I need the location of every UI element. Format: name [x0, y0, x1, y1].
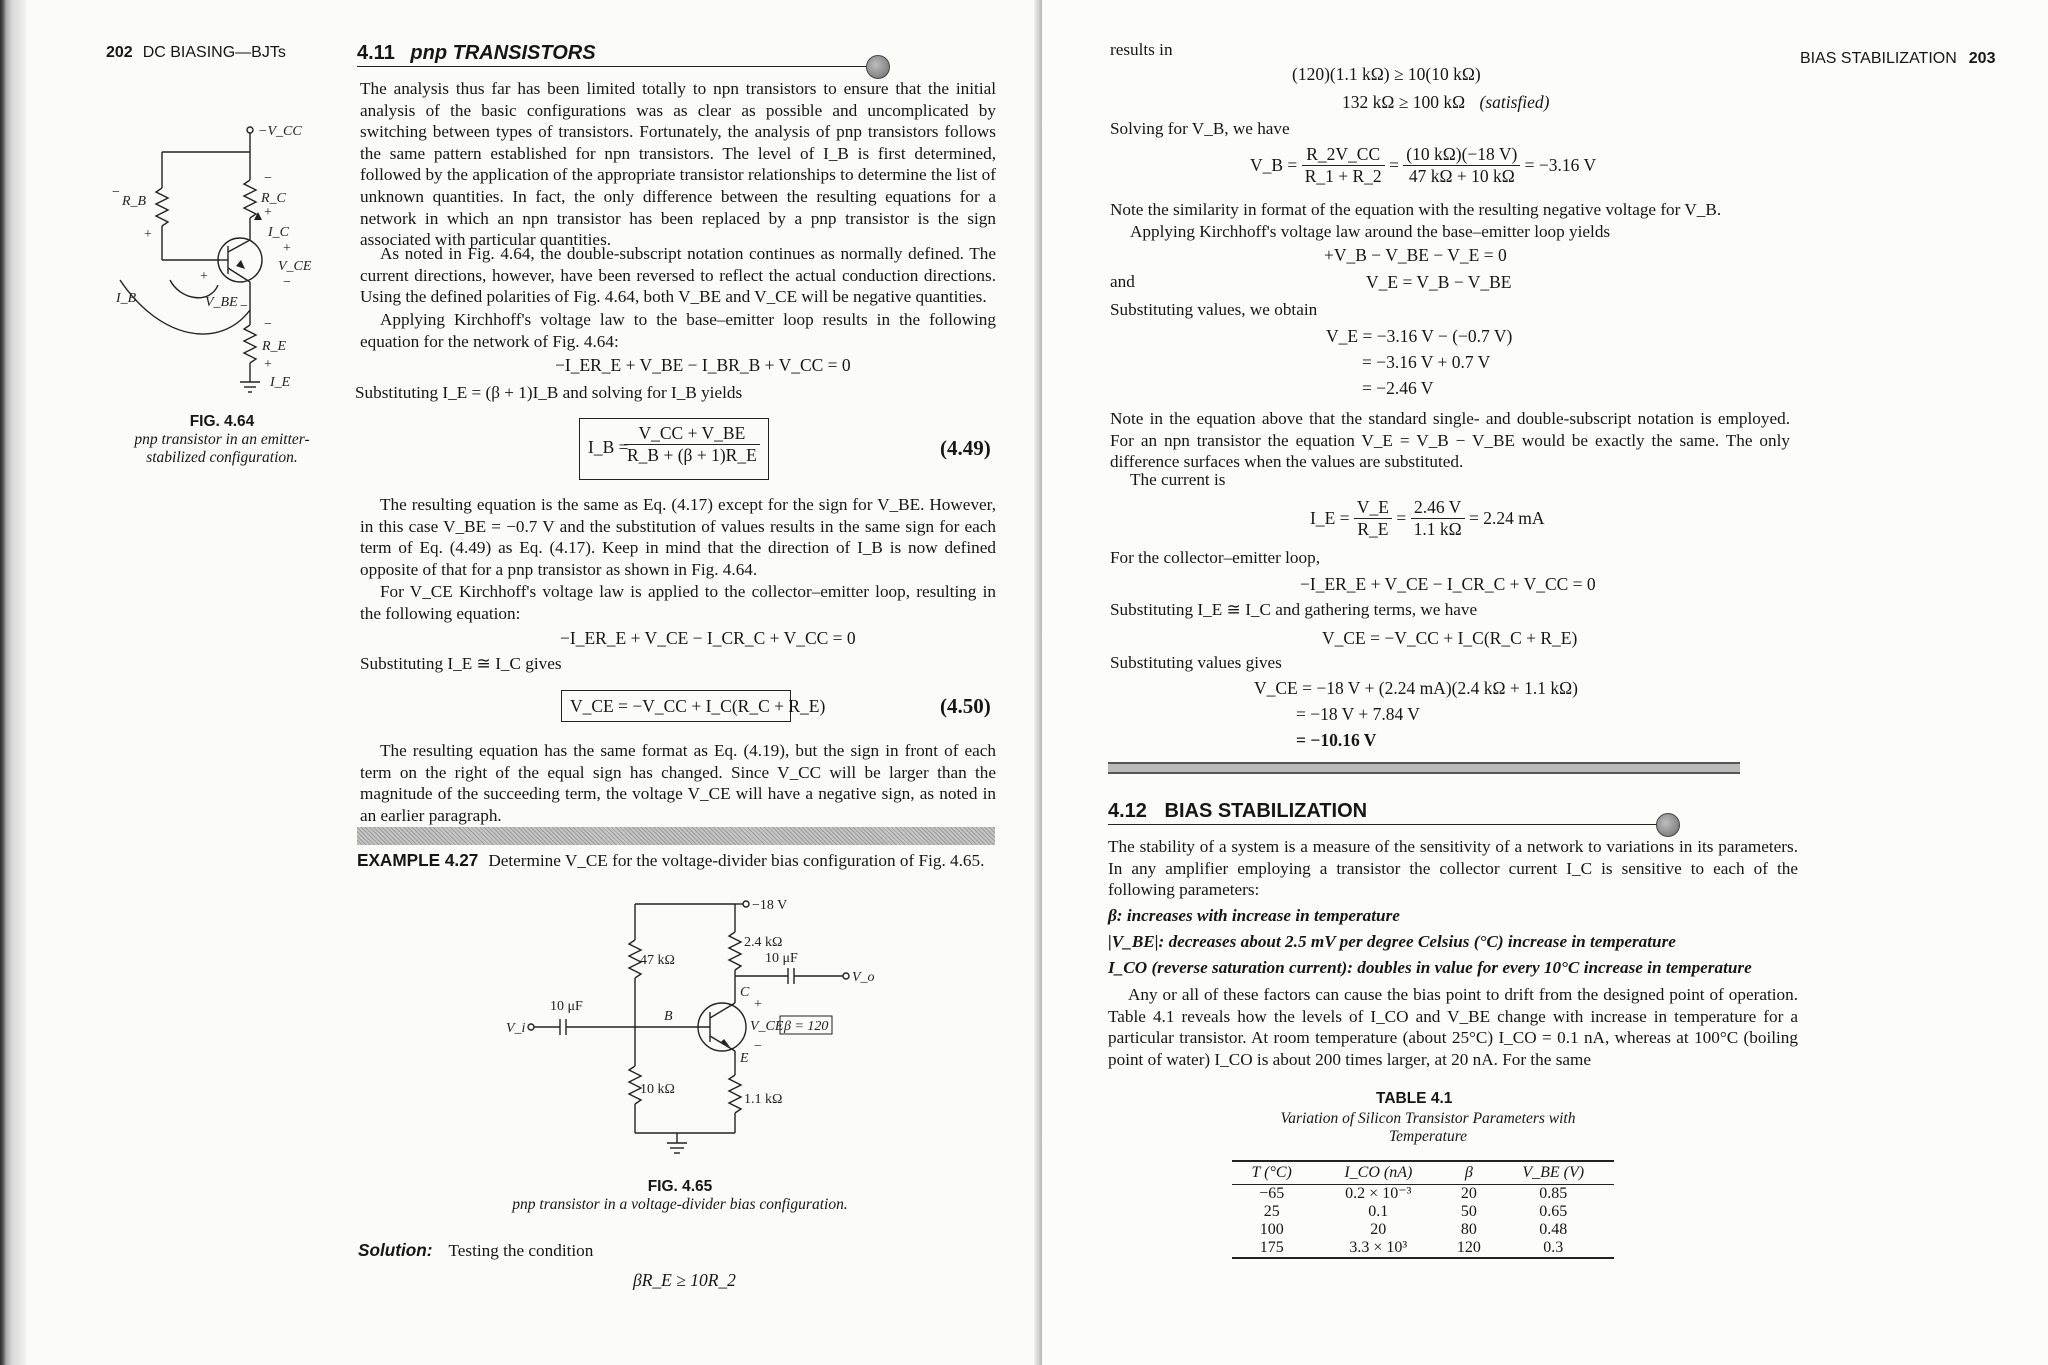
paragraph-substituting-ie: Substituting I_E = (β + 1)I_B and solving for I_B yields	[355, 383, 743, 402]
fig465-label-vce: V_CE	[750, 1019, 784, 1034]
paragraph-resulting-format: The resulting equation has the same format as Eq. (4.19), but the sign in front of each term on the right of the equal sign has changed. Since V_CC will be larger than the magnitude of the succeeding term, the voltage V_CE will have a negative sign, as noted in an earlier paragraph.	[360, 741, 996, 825]
svg-text:+: +	[200, 269, 208, 284]
fig464-label-rb: R_B	[122, 194, 147, 209]
subst-values-text: Substituting values gives	[1110, 653, 1282, 672]
fig464-label-vbe: V_BE	[205, 295, 238, 310]
svg-text:+: +	[283, 241, 291, 256]
equation-ve-line-1: V_E = −3.16 V − (−0.7 V)	[1326, 326, 1513, 346]
figure-4-64-description: pnp transistor in an emitter-stabilized configuration.	[134, 431, 310, 466]
solution-text: Testing the condition	[448, 1241, 594, 1260]
current-is-text: The current is	[1130, 470, 1226, 489]
section-4-12-number: 4.12	[1108, 800, 1147, 822]
paragraph-note-notation: Note in the equation above that the standard single- and double-subscript notation is employed. For an npn transistor the equation V_E = V_B − V_BE would be exactly the same. The only difference surfaces when the values are substituted.	[1110, 409, 1790, 472]
table-row	[1232, 1185, 1614, 1204]
table-cell: 0.2 × 10⁻³	[1345, 1185, 1412, 1202]
svg-text:+: +	[144, 227, 152, 242]
fig464-label-ie: I_E	[270, 375, 291, 390]
table-cell: 0.48	[1539, 1221, 1568, 1238]
section-divider-bar	[1108, 762, 1740, 774]
svg-text:+: +	[264, 357, 272, 372]
figure-4-65-schematic	[480, 890, 880, 1170]
equation-kvl-ce: −I_ER_E + V_CE − I_CR_C + V_CC = 0	[560, 628, 856, 648]
table-row	[1232, 1239, 1614, 1258]
equation-vce-line-2: = −18 V + 7.84 V	[1296, 704, 1420, 724]
equation-kvl-vb: +V_B − V_BE − V_E = 0	[1324, 245, 1507, 265]
fig465-label-c: C	[740, 985, 750, 1000]
running-head-right-title: BIAS STABILIZATION	[1800, 50, 1957, 67]
example-text: Determine V_CE for the voltage-divider bias configuration of Fig. 4.65.	[488, 851, 985, 870]
equation-vce-line-3: = −10.16 V	[1296, 730, 1377, 750]
equation-kvl-ce-right: −I_ER_E + V_CE − I_CR_C + V_CC = 0	[1300, 574, 1596, 594]
section-heading-4-12	[1108, 800, 1367, 823]
table-cell: 0.85	[1539, 1185, 1568, 1202]
table-cell: 50	[1460, 1203, 1477, 1220]
vb-frac1-num: R_2V_CC	[1302, 144, 1385, 166]
fig465-label-rc: 2.4 kΩ	[744, 935, 783, 950]
ce-loop-text: For the collector–emitter loop,	[1110, 548, 1321, 567]
table-cell: 0.1	[1368, 1203, 1389, 1220]
fig465-label-r1: 47 kΩ	[640, 953, 675, 968]
ie-frac2-num: 2.46 V	[1411, 497, 1465, 519]
table-header-ico: I_CO (nA)	[1311, 1161, 1445, 1185]
ie-frac2-den: 1.1 kΩ	[1413, 519, 1462, 539]
table-cell: 25	[1263, 1203, 1280, 1220]
paragraph-substituting-ic: Substituting I_E ≅ I_C gives	[360, 654, 562, 673]
figure-4-64-caption	[106, 413, 338, 467]
fig465-label-r2: 10 kΩ	[640, 1082, 675, 1097]
paragraph-notation: As noted in Fig. 4.64, the double-subscript notation continues as normally defined. The current directions, however, have been reversed to reflect the actual conduction directions. Using the defined polarities of Fig. 4.64, both V_BE and V_CE will be negative quantities.	[360, 244, 996, 307]
fig465-label-c-in: 10 μF	[550, 999, 583, 1014]
section-disk-icon	[866, 55, 890, 79]
solution-line	[358, 1240, 593, 1261]
svg-text:+: +	[754, 997, 762, 1012]
fig465-label-vi: V_i	[506, 1021, 526, 1036]
solution-condition: βR_E ≥ 10R_2	[633, 1270, 736, 1290]
fig464-label-rc: R_C	[261, 191, 286, 206]
example-shade-bar	[357, 827, 995, 845]
table-cell: 3.3 × 10³	[1311, 1239, 1445, 1258]
fig465-label-re: 1.1 kΩ	[744, 1092, 783, 1107]
section-rule	[357, 66, 877, 67]
table-header-row	[1232, 1161, 1614, 1185]
section-number: 4.11	[357, 42, 395, 64]
and-text: and	[1110, 272, 1135, 291]
vb-frac2-den: 47 kΩ + 10 kΩ	[1408, 166, 1515, 186]
fig464-label-vce: V_CE	[278, 259, 312, 274]
equation-vce: V_CE = −V_CC + I_C(R_C + R_E)	[570, 696, 826, 716]
ie-result: = 2.24 mA	[1468, 508, 1545, 528]
equation-vce-line-1: V_CE = −18 V + (2.24 mA)(2.4 kΩ + 1.1 kΩ)	[1254, 678, 1578, 698]
equation-ie: I_E = $\frac{V\_E}{R\_E}$ = $\frac{2.46 V}{1.1 k\Omega}$ = 2.24 mA	[1310, 497, 1545, 539]
figure-4-64-label: FIG. 4.64	[189, 413, 255, 430]
paragraph-drift: Any or all of these factors can cause the bias point to drift from the designed point of operation. Table 4.1 reveals how the levels of I_CO and V_BE change with increase in temperature for a particular transistor. At room temperature (about 25°C) I_CO = 0.1 nA, whereas at 100°C (boiling point of water) I_CO is about 200 times larger, at 20 nA. For the same	[1108, 985, 1798, 1069]
ie-lhs: I_E =	[1310, 508, 1350, 528]
vb-lhs: V_B =	[1250, 155, 1298, 175]
equation-vce-general: V_CE = −V_CC + I_C(R_C + R_E)	[1322, 628, 1578, 648]
fig464-label-ic: I_C	[268, 225, 289, 240]
left-page-edge	[0, 0, 26, 1365]
solution-label: Solution:	[358, 1240, 433, 1260]
table-cell: 0.3	[1492, 1239, 1614, 1258]
equation-kvl-be: −I_ER_E + V_BE − I_BR_B + V_CC = 0	[555, 355, 851, 375]
ie-frac1-num: V_E	[1354, 497, 1392, 519]
equation-vb: V_B = $\frac{R\_2V\_CC}{R\_1 + R\_2}$ = $\frac{(10 k\Omega)(-18 V)}{47 k\Omega + 10 k\Omega}$ = −3.16 V	[1250, 144, 1597, 186]
equation-ve-line-3: = −2.46 V	[1362, 378, 1434, 398]
table-header-t: T (°C)	[1232, 1161, 1311, 1185]
table-4-1	[1232, 1160, 1614, 1259]
fig464-label-re: R_E	[262, 339, 287, 354]
table-cell: 80	[1460, 1221, 1477, 1238]
svg-text:−: −	[240, 299, 248, 314]
table-header-beta: β	[1445, 1161, 1492, 1185]
inequality-line-2	[1342, 92, 1550, 113]
section-4-12-rule	[1108, 824, 1668, 825]
section-4-12-title: BIAS STABILIZATION	[1164, 800, 1368, 822]
paragraph-stability: The stability of a system is a measure of the sensitivity of a network to variations in its parameters. In any amplifier employing a transistor the collector current I_C is sensitive to each of the following parameters:	[1108, 837, 1798, 900]
subst-gather-text: Substituting I_E ≅ I_C and gathering terms, we have	[1110, 600, 1478, 619]
vb-frac1-den: R_1 + R_2	[1304, 166, 1382, 186]
equation-number-4-50: (4.50)	[940, 694, 991, 718]
table-cell: 0.65	[1539, 1203, 1568, 1220]
table-cell: 100	[1259, 1221, 1284, 1238]
page-number-right: 203	[1968, 50, 1996, 67]
section-4-12-disk-icon	[1656, 813, 1680, 837]
bullet-ico: I_CO (reverse saturation current): doubles in value for every 10°C increase in temperature	[1108, 958, 1752, 977]
vb-frac2-num: (10 kΩ)(−18 V)	[1403, 144, 1520, 166]
svg-text:−: −	[283, 275, 291, 290]
equation-ib-fraction	[624, 423, 760, 466]
figure-4-65-caption	[480, 1178, 880, 1214]
equation-ve-line-2: = −3.16 V + 0.7 V	[1362, 352, 1491, 372]
section-title: pnp TRANSISTORS	[410, 42, 596, 64]
page-number-left: 202	[106, 44, 133, 61]
section-heading-4-11	[357, 42, 596, 65]
substituting-values-text: Substituting values, we obtain	[1110, 300, 1318, 319]
svg-text:−: −	[754, 1039, 762, 1054]
paragraph-note-similarity: Note the similarity in format of the equation with the resulting negative voltage for V_B.	[1110, 200, 1722, 219]
fig465-label-beta: β = 120	[784, 1019, 829, 1034]
fig465-label-e: E	[740, 1051, 749, 1066]
table-cell: 120	[1445, 1239, 1492, 1258]
bullet-vbe: |V_BE|: decreases about 2.5 mV per degree Celsius (°C) increase in temperature	[1108, 932, 1676, 951]
fig465-label-c-out: 10 μF	[765, 951, 798, 966]
vb-result: = −3.16 V	[1524, 155, 1597, 175]
equation-ib-box	[579, 418, 769, 480]
right-page	[1042, 0, 2048, 1365]
equation-vce-box	[561, 690, 826, 722]
equation-ib-numerator: V_CC + V_BE	[624, 423, 760, 445]
satisfied-note: (satisfied)	[1479, 92, 1550, 112]
fig465-label-supply: −18 V	[752, 898, 788, 913]
bullet-beta: β: increases with increase in temperature	[1108, 906, 1400, 925]
table-header-vbe: V_BE (V)	[1492, 1161, 1614, 1185]
table-row	[1232, 1221, 1614, 1239]
equation-ve: V_E = V_B − V_BE	[1366, 272, 1512, 292]
paragraph-intro: The analysis thus far has been limited totally to npn transistors to ensure that the initial analysis of the basic configurations was as clear as possible and uncomplicated by switching between types of transistors. Fortunately, the analysis of pnp transistors follows the same pattern established for npn transistors. The level of I_B is first determined, followed by the application of the appropriate transistor relationships to determine the list of unknown quantities. In fact, the only difference between the resulting equations for a network in which an npn transistor has been replaced by a pnp transistor is the sign associated with particular quantities.	[360, 79, 996, 250]
running-head-right	[1800, 50, 1995, 68]
paragraph-resulting-equation: The resulting equation is the same as Eq. (4.17) except for the sign for V_BE. However, in this case V_BE = −0.7 V and the substitution of values results in the same sign for each term of Eq. (4.49) as Eq. (4.17). Keep in mind that the direction of I_B is now defined opposite of that for a pnp transistor as shown in Fig. 4.64.	[360, 495, 996, 579]
table-4-1-label: TABLE 4.1	[1376, 1090, 1453, 1107]
table-cell: 175	[1232, 1239, 1311, 1258]
fig464-label-ib: I_B	[116, 291, 137, 306]
fig465-label-vo: V_o	[852, 970, 875, 985]
figure-4-65-label: FIG. 4.65	[647, 1178, 713, 1195]
example-4-27	[357, 850, 984, 871]
running-head-left-title: DC BIASING—BJTs	[142, 44, 286, 61]
svg-text:−: −	[264, 317, 272, 332]
table-cell: 20	[1460, 1185, 1477, 1202]
paragraph-vce-intro: For V_CE Kirchhoff's voltage law is applied to the collector–emitter loop, resulting in the following equation:	[360, 582, 996, 623]
table-row	[1232, 1203, 1614, 1221]
inequality-value: 132 kΩ ≥ 100 kΩ	[1342, 92, 1466, 112]
fig465-label-b: B	[664, 1009, 673, 1024]
equation-number-4-49: (4.49)	[940, 436, 991, 460]
table-cell: 20	[1370, 1221, 1387, 1238]
svg-text:+: +	[264, 205, 272, 220]
figure-4-64-schematic	[100, 110, 350, 400]
equation-ib-denominator: R_B + (β + 1)R_E	[627, 445, 757, 465]
solving-vb-text: Solving for V_B, we have	[1110, 119, 1290, 138]
svg-text:−: −	[264, 171, 272, 186]
svg-text:−: −	[112, 185, 120, 200]
paragraph-kvl-intro: Applying Kirchhoff's voltage law to the base–emitter loop results in the following equation for the network of Fig. 4.64:	[360, 310, 996, 351]
running-head-left	[106, 44, 286, 62]
fig464-label-vcc: −V_CC	[258, 124, 302, 139]
paragraph-applying-kvl: Applying Kirchhoff's voltage law around the base–emitter loop yields	[1130, 222, 1611, 241]
table-cell: −65	[1259, 1185, 1285, 1202]
figure-4-65-description: pnp transistor in a voltage-divider bias configuration.	[512, 1196, 848, 1213]
inequality-line-1: (120)(1.1 kΩ) ≥ 10(10 kΩ)	[1292, 64, 1481, 84]
ie-frac1-den: R_E	[1357, 519, 1389, 539]
results-in-text: results in	[1110, 40, 1173, 59]
table-4-1-caption: Variation of Silicon Transistor Parameters with Temperature	[1280, 1110, 1576, 1145]
equation-ib-lhs: I_B =	[588, 437, 629, 457]
example-label: EXAMPLE 4.27	[357, 850, 479, 870]
